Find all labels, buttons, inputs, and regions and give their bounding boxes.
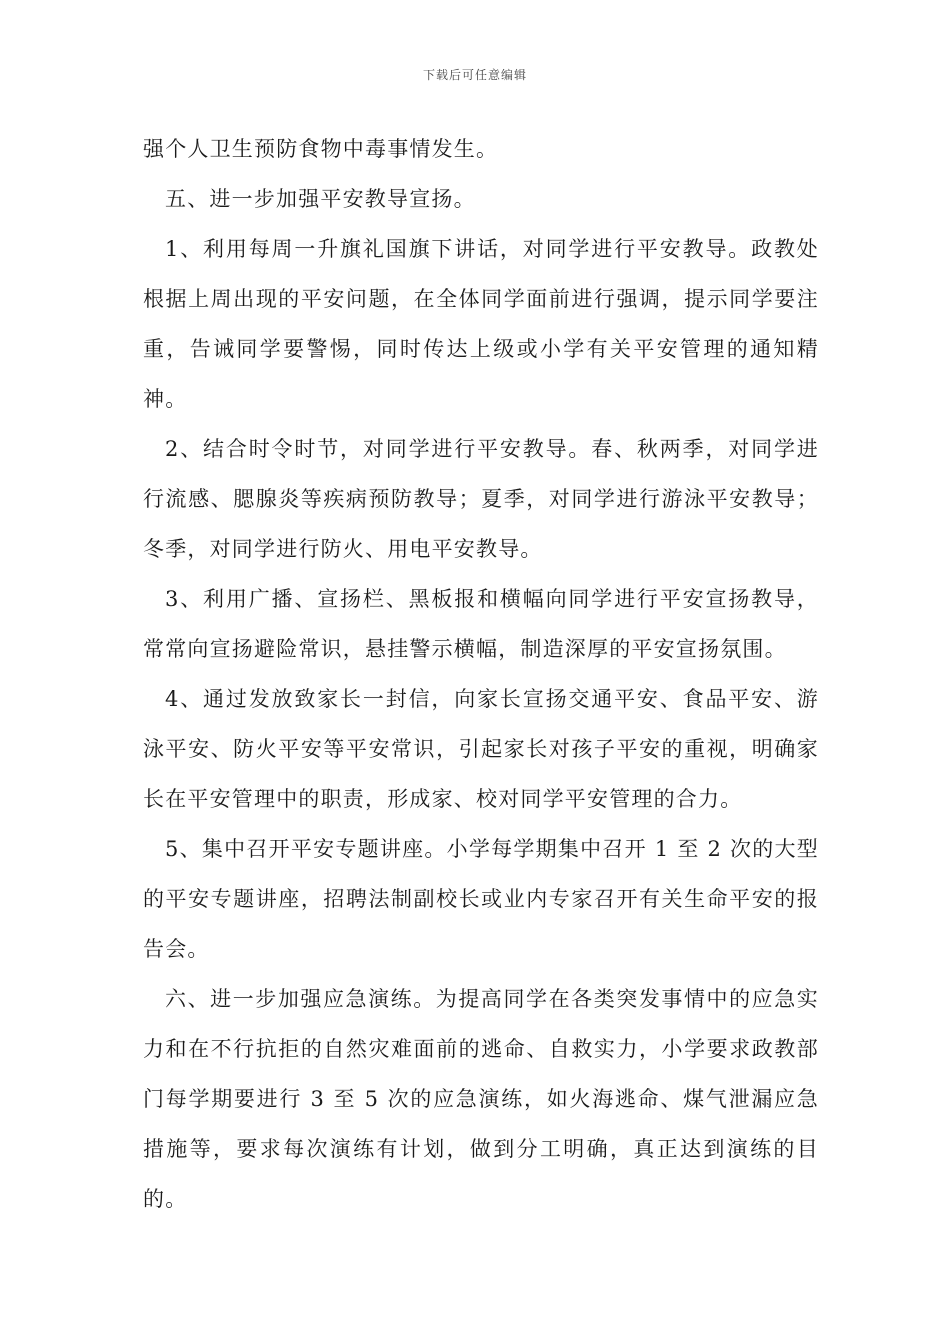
section-paragraph-6: 六、进一步加强应急演练。为提高同学在各类突发事情中的应急实力和在不行抗拒的自然灾难面前的逃命、自救实力，小学要求政教部门每学期要进行 3 至 5 次的应急演练，如火海逃命、煤气泄漏应急措施等，要求每次演练有计划，做到分工明确，真正达到演练的目的。 [143, 987, 819, 1211]
paragraph-item-3: 3、利用广播、宣扬栏、黑板报和横幅向同学进行平安宣扬教导，常常向宣扬避险常识，悬挂警示横幅，制造深厚的平安宣扬氛围。 [143, 587, 819, 661]
paragraph-item-5: 5、集中召开平安专题讲座。小学每学期集中召开 1 至 2 次的大型的平安专题讲座，招聘法制副校长或业内专家召开有关生命平安的报告会。 [143, 837, 819, 961]
paragraph-item-1: 1、利用每周一升旗礼国旗下讲话，对同学进行平安教导。政教处根据上周出现的平安问题，在全体同学面前进行强调，提示同学要注重，告诫同学要警惕，同时传达上级或小学有关平安管理的通知精神。 [143, 237, 819, 411]
header-note: 下载后可任意编辑 [422, 68, 527, 82]
paragraph-continuation: 强个人卫生预防食物中毒事情发生。 [143, 137, 499, 161]
paragraph-item-4: 4、通过发放致家长一封信，向家长宣扬交通平安、食品平安、游泳平安、防火平安等平安常识，引起家长对孩子平安的重视，明确家长在平安管理中的职责，形成家、校对同学平安管理的合力。 [143, 687, 819, 811]
section-heading-5: 五、进一步加强平安教导宣扬。 [165, 187, 476, 211]
document-body [143, 124, 819, 1224]
paragraph-item-2: 2、结合时令时节，对同学进行平安教导。春、秋两季，对同学进行流感、腮腺炎等疾病预防教导；夏季，对同学进行游泳平安教导；冬季，对同学进行防火、用电平安教导。 [143, 437, 819, 561]
